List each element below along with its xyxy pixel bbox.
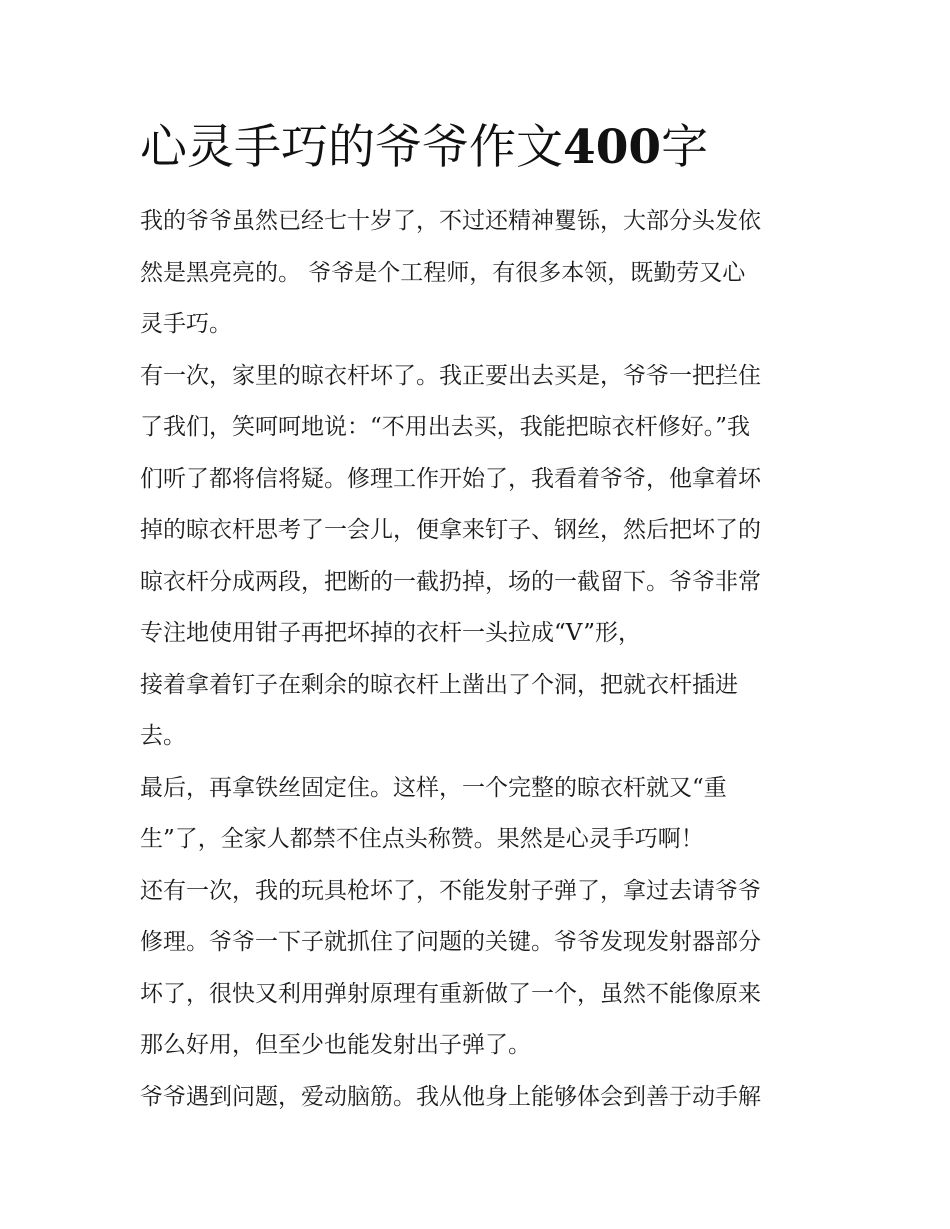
text-line: 掉的晾衣杆思考了一会儿，便拿来钉子、钢丝，然后把坏了的 <box>140 517 761 543</box>
essay-body <box>140 196 815 1123</box>
text-line: 去。 <box>140 723 186 749</box>
text-line: 那么好用，但至少也能发射出子弹了。 <box>140 1032 531 1058</box>
text-line: 晾衣杆分成两段，把断的一截扔掉，场的一截留下。爷爷非常 <box>140 568 761 595</box>
title-suffix: 字 <box>661 120 709 175</box>
text-line: 灵手巧。 <box>140 311 232 337</box>
text-line: 专注地使用钳子再把坏掉的衣杆一头拉成“V”形， <box>140 620 641 646</box>
page-title <box>140 118 820 178</box>
text-line: 修理。爷爷一下子就抓住了问题的关键。爷爷发现发射器部分 <box>140 929 761 955</box>
text-line: 爷爷遇到问题，爱动脑筋。我从他身上能够体会到善于动手解 <box>140 1083 761 1110</box>
text-line: 还有一次，我的玩具枪坏了，不能发射子弹了，拿过去请爷爷 <box>140 877 761 904</box>
text-line: 最后，再拿铁丝固定住。这样，一个完整的晾衣杆就又“重 <box>140 774 727 801</box>
text-line: 接着拿着钉子在剩余的晾衣杆上凿出了个洞，把就衣杆插进 <box>140 671 738 698</box>
text-line: 们听了都将信将疑。修理工作开始了，我看着爷爷，他拿着坏 <box>140 465 761 492</box>
text-line: 我的爷爷虽然已经七十岁了，不过还精神矍铄，大部分头发依 <box>140 208 761 234</box>
text-line: 然是黑亮亮的。 爷爷是个工程师，有很多本领，既勤劳又心 <box>140 259 746 286</box>
title-number: 400 <box>563 120 662 175</box>
text-line: 生”了，全家人都禁不住点头称赞。果然是心灵手巧啊！ <box>140 826 704 852</box>
text-line: 坏了，很快又利用弹射原理有重新做了一个，虽然不能像原来 <box>140 980 761 1007</box>
text-line: 了我们，笑呵呵地说：“不用出去买，我能把晾衣杆修好。”我 <box>140 414 751 440</box>
title-text: 心灵手巧的爷爷作文 <box>140 120 563 175</box>
text-line: 有一次，家里的晾衣杆坏了。我正要出去买是，爷爷一把拦住 <box>140 362 761 389</box>
